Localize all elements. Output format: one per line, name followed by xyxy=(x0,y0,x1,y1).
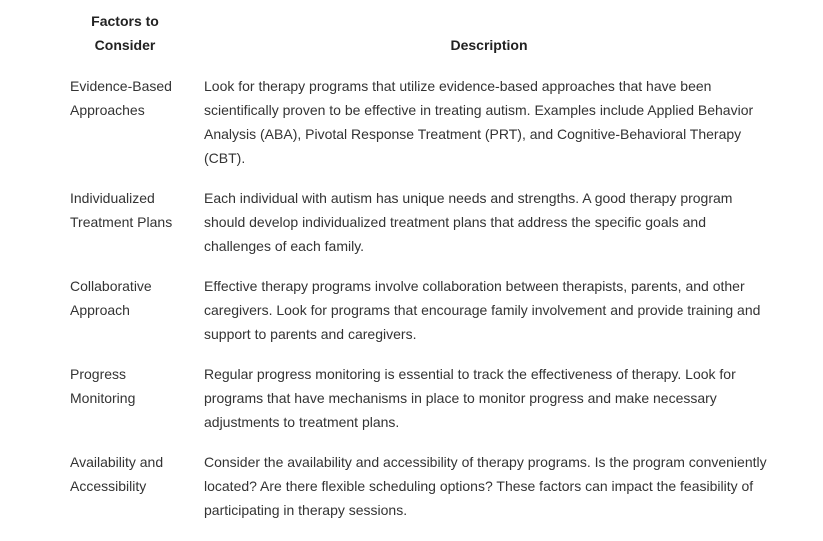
table-row xyxy=(58,66,786,178)
factor-cell: Collaborative Approach xyxy=(70,278,152,318)
table-row xyxy=(58,178,786,266)
table-header-row xyxy=(58,0,786,66)
factor-cell: Progress Monitoring xyxy=(70,366,136,406)
description-cell: Look for therapy programs that utilize evidence-based approaches that have been scientifically proven to be effective in treating autism. Examples include Applied Behavior Analysis (ABA), Pivotal Response Treatment (PRT), and Cognitive-Behavioral Therapy (CBT). xyxy=(204,78,754,166)
factor-cell: Evidence-Based Approaches xyxy=(70,78,172,118)
table-row xyxy=(58,266,786,354)
header-description: Description xyxy=(450,37,528,53)
description-cell: Regular progress monitoring is essential to track the effectiveness of therapy. Look for programs that have mechanisms in place to monitor progress and make necessary adjustments to treatment plans. xyxy=(204,366,736,430)
factors-table xyxy=(58,0,786,530)
description-cell: Effective therapy programs involve collaboration between therapists, parents, and other caregivers. Look for programs that encourage family involvement and provide training and support to parents and caregivers. xyxy=(204,278,761,342)
description-cell: Each individual with autism has unique needs and strengths. A good therapy program should develop individualized treatment plans that address the specific goals and challenges of each family. xyxy=(204,190,733,254)
factor-cell: Availability and Accessibility xyxy=(70,454,164,494)
table-row xyxy=(58,354,786,442)
factor-cell: Individualized Treatment Plans xyxy=(70,190,173,230)
table-row xyxy=(58,442,786,530)
description-cell: Consider the availability and accessibility of therapy programs. Is the program conveniently located? Are there flexible scheduling options? These factors can impact the feasibility of participating in therapy sessions. xyxy=(204,454,767,518)
header-factors: Factors to Consider xyxy=(91,13,159,53)
